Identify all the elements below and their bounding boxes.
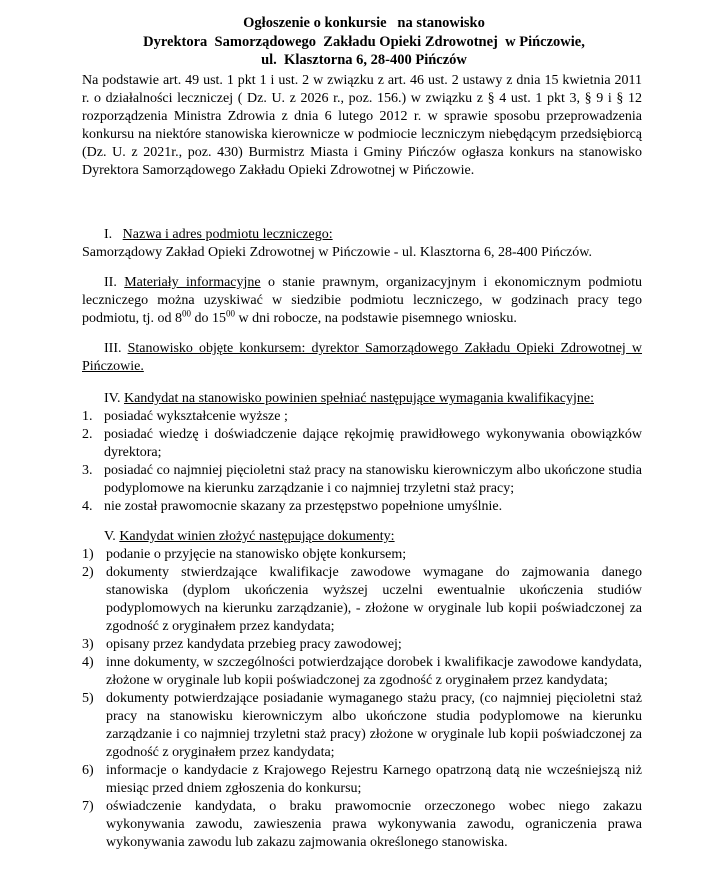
section-2 [82, 274, 642, 328]
section-2-hour-end-minutes: 00 [225, 308, 235, 319]
list-item-number: 6) [82, 763, 94, 778]
list-item-number: 2. [82, 427, 93, 442]
section-5-number: V. [104, 529, 116, 544]
section-2-hour-start-minutes: 00 [181, 308, 191, 319]
section-1-heading: Nazwa i adres podmiotu leczniczego: [122, 227, 333, 242]
title-line-1: Ogłoszenie o konkursie na stanowisko [243, 15, 485, 31]
section-5 [82, 528, 642, 852]
list-item-text: podanie o przyjęcie na stanowisko objęte konkursem; [106, 547, 407, 562]
list-item-text: inne dokumenty, w szczególności potwierdzające dorobek i kwalifikacje zawodowe kandydata, złożone w oryginale lub kopii poświadczonej za zgodność z oryginałem przez kandydata; [106, 655, 642, 688]
document-title [0, 0, 728, 70]
section-2-heading: Materiały informacyjne [124, 275, 261, 290]
list-item-text: dokumenty potwierdzające posiadanie wymaganego stażu pracy, (co najmniej pięcioletni staż pracy na stanowisku kierowniczym albo ukończone studia podyplomowe na kierunku zarządzanie i co najmniej trzyletni staż pracy) złożone w oryginale lub kopii poświadczonej za zgodność z oryginałem przez kandydata; [106, 691, 642, 760]
list-item-text: posiadać wykształcenie wyższe ; [104, 409, 288, 424]
section-1 [82, 226, 642, 262]
list-item [82, 462, 642, 498]
section-2-number: II. [104, 275, 117, 290]
section-3-number: III. [104, 341, 122, 356]
list-item-number: 4) [82, 655, 94, 670]
title-line-2: Dyrektora Samorządowego Zakładu Opieki Zdrowotnej w Pińczowie, [143, 33, 585, 50]
list-item [82, 426, 642, 462]
section-2-text-b: do 15 [190, 311, 226, 326]
list-item-number: 1. [82, 409, 93, 424]
list-item-text: nie został prawomocnie skazany za przestępstwo popełnione umyślnie. [104, 499, 503, 514]
list-item [82, 636, 642, 654]
section-2-text-c: w dni robocze, na podstawie pisemnego wniosku. [234, 311, 517, 326]
list-item-text: posiadać wiedzę i doświadczenie dające rękojmię prawidłowego wykonywania obowiązków dyrektora; [104, 427, 642, 460]
list-item [82, 498, 642, 516]
list-item [82, 654, 642, 690]
documents-list [82, 546, 642, 852]
section-3 [82, 340, 642, 376]
title-line-3: ul. Klasztorna 6, 28-400 Pińczów [261, 52, 467, 68]
list-item-number: 2) [82, 565, 94, 580]
section-1-number: I. [104, 227, 113, 242]
qualification-list [82, 408, 642, 516]
list-item-text: oświadczenie kandydata, o braku prawomocnie orzeczonego wobec niego zakazu wykonywania zawodu, zawieszenia prawa wykonywania zawodu, ograniczenia prawa wykonywania zawodu lub zakazu zajmowania określonego stanowiska. [106, 799, 642, 850]
list-item-text: opisany przez kandydata przebieg pracy zawodowej; [106, 637, 402, 652]
section-2-text-a: o stanie prawnym, organizacyjnym i ekonomicznym podmiotu leczniczego można uzyskiwać w siedzibie podmiotu leczniczego, w godzinach pracy tego podmiotu, tj. od 8 [82, 275, 642, 326]
intro-paragraph: Na podstawie art. 49 ust. 1 pkt 1 i ust. 2 w związku z art. 46 ust. 2 ustawy z dnia 15 kwietnia 2011 r. o działalności leczniczej ( Dz. U. z 2026 r., poz. 156.) w związku z § 4 ust. 1 pkt 3, § 9 i § 12 rozporządzenia Ministra Zdrowia z dnia 6 lutego 2012 r. w sprawie sposobu przeprowadzenia konkursu na niektóre stanowiska kierownicze w podmiocie leczniczym niebędącym przedsiębiorcą (Dz. U. z 2021r., poz. 430) Burmistrz Miasta i Gminy Pińczów ogłasza konkurs na stanowisko Dyrektora Samorządowego Zakładu Opieki Zdrowotnej w Pińczowie. [82, 73, 642, 178]
section-4 [82, 390, 642, 516]
list-item [82, 798, 642, 852]
section-4-number: IV. [104, 391, 121, 406]
section-3-heading: Stanowisko objęte konkursem: dyrektor Samorządowego Zakładu Opieki Zdrowotnej w Pińczowie. [82, 341, 643, 374]
list-item-number: 3) [82, 637, 94, 652]
section-1-body: Samorządowy Zakład Opieki Zdrowotnej w Pińczowie - ul. Klasztorna 6, 28-400 Pińczów. [82, 245, 592, 260]
list-item [82, 546, 642, 564]
list-item-number: 1) [82, 547, 94, 562]
section-5-heading: Kandydat winien złożyć następujące dokumenty: [119, 529, 395, 544]
list-item [82, 564, 642, 636]
list-item-number: 5) [82, 691, 94, 706]
list-item-text: informacje o kandydacie z Krajowego Rejestru Karnego opatrzoną datą nie wcześniejszą niż miesiąc przed dniem zgłoszenia do konkursu; [106, 763, 642, 796]
list-item-text: posiadać co najmniej pięcioletni staż pracy na stanowisku kierowniczym albo ukończone studia podyplomowe na kierunku zarządzanie i co najmniej trzyletni staż pracy; [104, 463, 642, 496]
list-item-number: 7) [82, 799, 94, 814]
list-item [82, 408, 642, 426]
list-item-number: 3. [82, 463, 93, 478]
section-4-heading: Kandydat na stanowisko powinien spełniać następujące wymagania kwalifikacyjne: [123, 391, 594, 406]
list-item [82, 762, 642, 798]
list-item [82, 690, 642, 762]
list-item-text: dokumenty stwierdzające kwalifikacje zawodowe wymagane do zajmowania danego stanowiska (dyplom ukończenia wyższej uczelni ewentualnie ukończenia studiów podyplomowych na kierunku zarządzanie), - złożone w oryginale lub kopii poświadczonej za zgodność z oryginałem przez kandydata; [106, 565, 642, 634]
list-item-number: 4. [82, 499, 93, 514]
